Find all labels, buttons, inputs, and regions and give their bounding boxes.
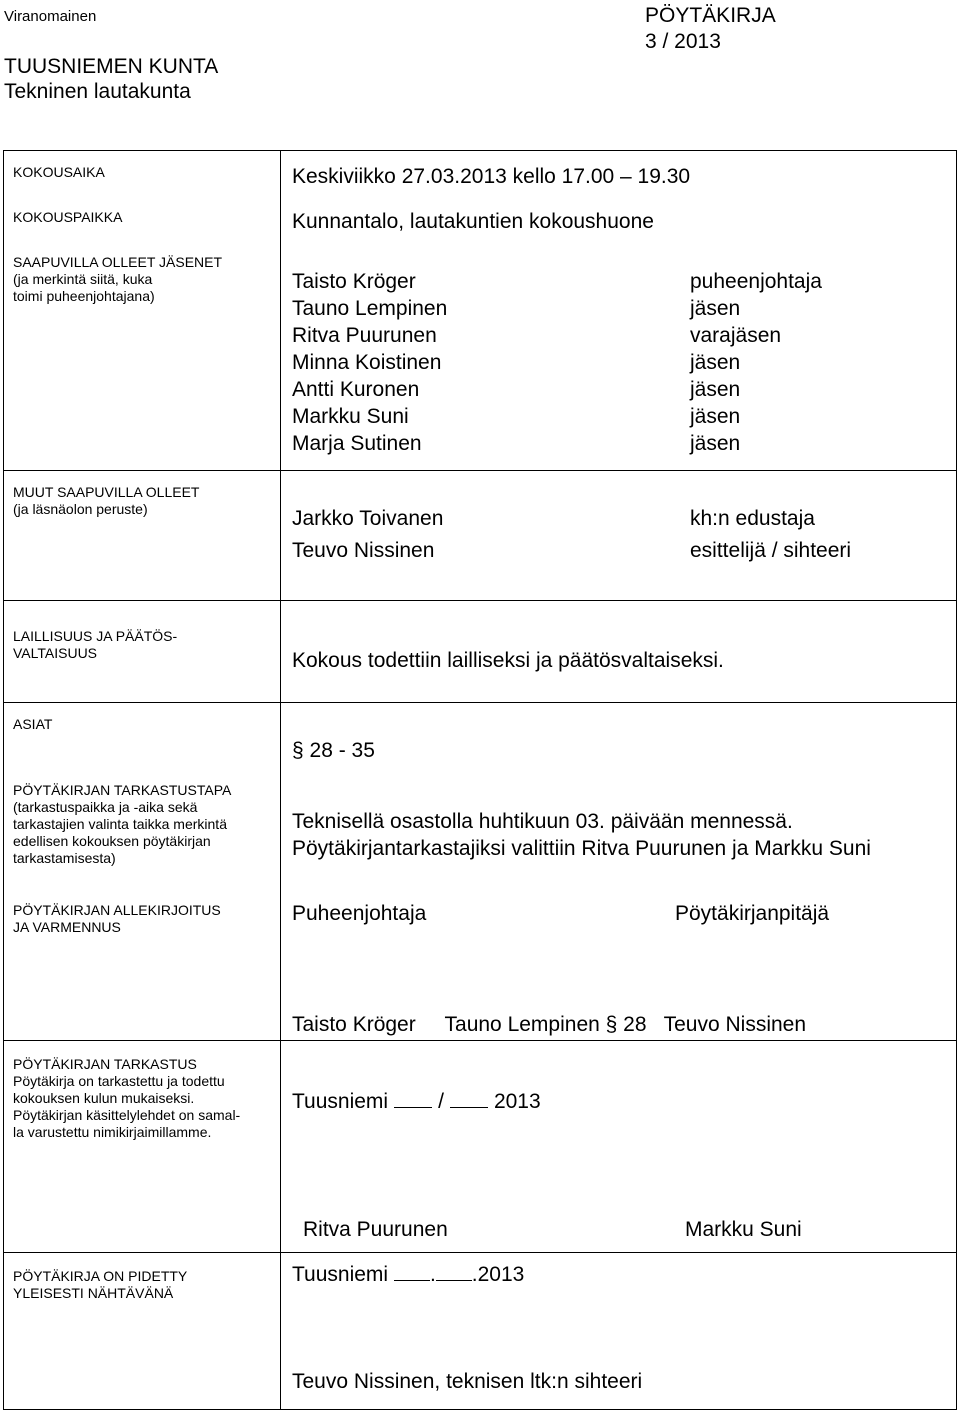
meeting-place-value: Kunnantalo, lautakuntien kokoushuone	[292, 210, 654, 233]
secretary-title: Pöytäkirjanpitäjä	[675, 902, 830, 925]
day-blank[interactable]	[394, 1089, 432, 1108]
meeting-place-label: KOKOUSPAIKKA	[13, 209, 123, 225]
matters-label: ASIAT	[13, 716, 53, 732]
member-role: jäsen	[690, 405, 741, 428]
publication-date-line	[292, 1261, 524, 1288]
publication-dot: .	[429, 1263, 436, 1286]
member-role: varajäsen	[690, 324, 782, 347]
review-year: 2013	[493, 1090, 541, 1113]
member-role: jäsen	[690, 432, 741, 455]
member-name: Taisto Kröger	[292, 270, 416, 293]
publication-signer: Teuvo Nissinen, teknisen ltk:n sihteeri	[292, 1370, 643, 1393]
member-name: Minna Koistinen	[292, 351, 442, 374]
members-label: SAAPUVILLA OLLEET JÄSENET (ja merkintä siitä, kuka toimi puheenjohtajana)	[13, 254, 223, 304]
member-name: Tauno Lempinen	[292, 297, 448, 320]
row-divider	[3, 702, 957, 703]
legality-value: Kokous todettiin lailliseksi ja päätösvaltaiseksi.	[292, 649, 724, 672]
table-left-border	[3, 150, 4, 1410]
reviewer-2: Markku Suni	[685, 1218, 802, 1241]
authority-label: Viranomainen	[4, 8, 97, 25]
row-divider	[3, 1252, 957, 1253]
municipality-name: TUUSNIEMEN KUNTA	[4, 55, 219, 78]
members-roles	[690, 268, 822, 457]
member-role: jäsen	[690, 297, 741, 320]
review-date-line	[292, 1088, 541, 1115]
publication-day-blank[interactable]	[394, 1262, 430, 1281]
other-role: kh:n edustaja	[690, 507, 815, 530]
member-name: Antti Kuronen	[292, 378, 420, 401]
row-divider	[3, 1040, 957, 1041]
review-method-label: PÖYTÄKIRJAN TARKASTUSTAPA (tarkastuspaikka ja -aika sekä tarkastajien valinta taikka merkintä edellisen kokouksen pöytäkirjan tarkastamisesta)	[13, 782, 232, 866]
other-name: Jarkko Toivanen	[292, 507, 444, 530]
publication-place: Tuusniemi	[292, 1263, 389, 1286]
signing-label: PÖYTÄKIRJAN ALLEKIRJOITUS JA VARMENNUS	[13, 902, 221, 935]
meeting-time-label: KOKOUSAIKA	[13, 164, 105, 180]
legality-label: LAILLISUUS JA PÄÄTÖS- VALTAISUUS	[13, 628, 178, 661]
member-role: puheenjohtaja	[690, 270, 822, 293]
document-number: 3 / 2013	[645, 30, 721, 53]
member-role: jäsen	[690, 378, 741, 401]
other-role: esittelijä / sihteeri	[690, 539, 852, 562]
other-name: Teuvo Nissinen	[292, 539, 435, 562]
reviewer-1: Ritva Puurunen	[303, 1218, 448, 1241]
month-blank[interactable]	[450, 1089, 488, 1108]
meeting-time-value: Keskiviikko 27.03.2013 kello 17.00 – 19.30	[292, 165, 691, 188]
member-role: jäsen	[690, 351, 741, 374]
document-type: PÖYTÄKIRJA	[645, 4, 776, 27]
row-divider	[3, 470, 957, 471]
matters-value: § 28 - 35	[292, 739, 375, 762]
publication-label: PÖYTÄKIRJA ON PIDETTY YLEISESTI NÄHTÄVÄNÄ	[13, 1268, 188, 1301]
date-separator: /	[438, 1090, 444, 1113]
member-name: Marja Sutinen	[292, 432, 422, 455]
others-label: MUUT SAAPUVILLA OLLEET (ja läsnäolon peruste)	[13, 484, 200, 517]
table-right-border	[956, 150, 957, 1410]
publication-year: .2013	[471, 1263, 525, 1286]
signer-names: Taisto Kröger Tauno Lempinen § 28 Teuvo Nissinen	[292, 1013, 807, 1036]
review-label: PÖYTÄKIRJAN TARKASTUS Pöytäkirja on tarkastettu ja todettu kokouksen kulun mukaiseksi. Pöytäkirjan käsittelylehdet on samal- la varustettu nimikirjaimillamme.	[13, 1056, 241, 1140]
member-name: Markku Suni	[292, 405, 409, 428]
row-divider	[3, 600, 957, 601]
table-bottom-border	[3, 1409, 957, 1410]
review-method-line-2: Pöytäkirjantarkastajiksi valittiin Ritva Puurunen ja Markku Suni	[292, 837, 871, 860]
members-names	[292, 268, 447, 457]
review-place: Tuusniemi	[292, 1090, 389, 1113]
member-name: Ritva Puurunen	[292, 324, 437, 347]
board-name: Tekninen lautakunta	[4, 80, 191, 103]
table-column-divider	[280, 150, 281, 1410]
review-method-line-1: Teknisellä osastolla huhtikuun 03. päivään mennessä.	[292, 810, 793, 833]
table-top-border	[3, 150, 957, 151]
chair-title: Puheenjohtaja	[292, 902, 427, 925]
publication-month-blank[interactable]	[436, 1262, 472, 1281]
